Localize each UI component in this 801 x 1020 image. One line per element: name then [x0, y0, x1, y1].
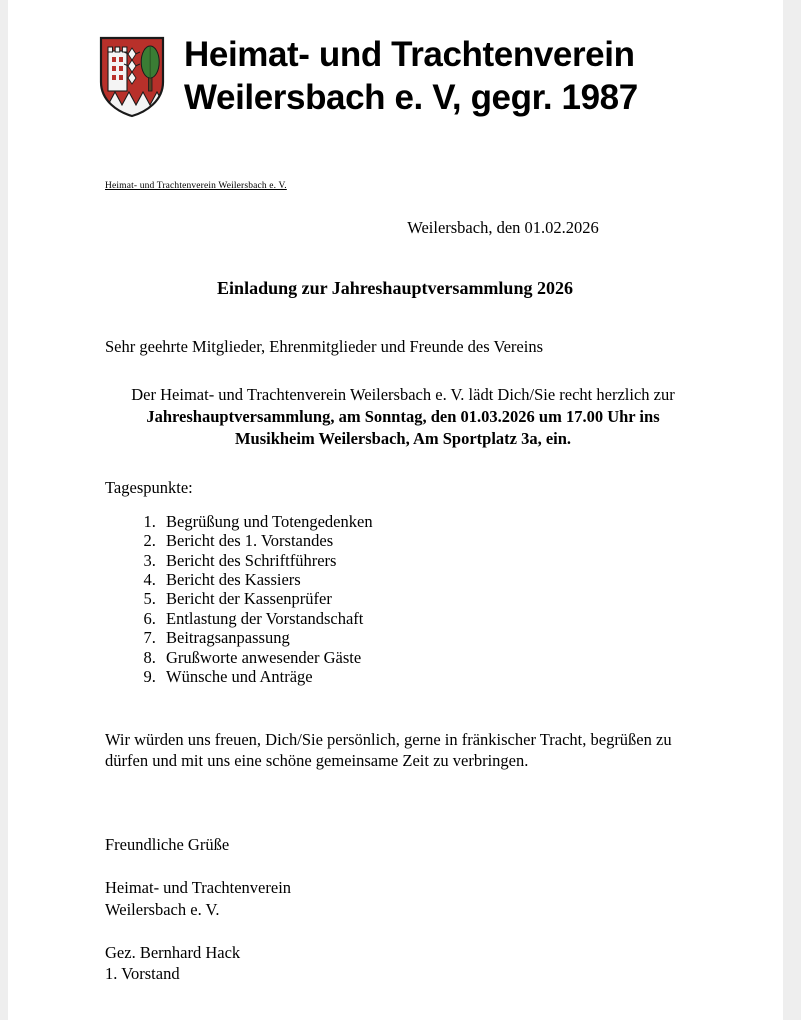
sender-address-line: Heimat- und Trachtenverein Weilersbach e. V.: [105, 181, 287, 192]
coat-of-arms-icon: [98, 35, 166, 119]
signature-block: [105, 834, 701, 985]
org-title-line-2: Weilersbach e. V, gegr. 1987: [184, 77, 638, 117]
invitation-details-text: Jahreshauptversammlung, am Sonntag, den 01.03.2026 um 17.00 Uhr ins Musikheim Weilersbach, Am Sportplatz 3a, ein.: [146, 407, 660, 449]
list-item: 2. Bericht des 1. Vorstandes: [160, 531, 701, 550]
letterhead: [8, 0, 783, 119]
document-heading: Einladung zur Jahreshauptversammlung 2026: [217, 277, 573, 298]
agenda-heading: Tagespunkte:: [105, 477, 193, 497]
document-page: [8, 0, 783, 1020]
list-item: 9. Wünsche und Anträge: [160, 667, 701, 686]
date-line: Weilersbach, den 01.02.2026: [407, 217, 599, 237]
signature-org-line-2: Weilersbach e. V.: [105, 899, 220, 919]
salutation: Sehr geehrte Mitglieder, Ehrenmitglieder und Freunde des Vereins: [105, 336, 543, 356]
invitation-paragraph: [105, 384, 701, 451]
signatory: [105, 942, 701, 985]
list-item: 7. Beitragsanpassung: [160, 628, 701, 647]
signature-org-line-1: Heimat- und Trachtenverein: [105, 878, 292, 898]
sign-off: Freundliche Grüße: [105, 834, 230, 854]
list-item: 3. Bericht des Schriftführers: [160, 551, 701, 570]
page-title: [184, 32, 638, 119]
org-title-line-1: Heimat- und Trachtenverein: [184, 35, 635, 74]
list-item: 1. Begrüßung und Totengedenken: [160, 512, 701, 531]
closing-paragraph: Wir würden uns freuen, Dich/Sie persönlich, gerne in fränkischer Tracht, begrüßen zu dürfen und mit uns eine schöne gemeinsame Zeit zu verbringen.: [105, 729, 672, 771]
signatory-name: Gez. Bernhard Hack: [105, 942, 241, 962]
signatory-role: 1. Vorstand: [105, 964, 180, 984]
letter-body: [8, 181, 783, 984]
list-item: 8. Grußworte anwesender Gäste: [160, 648, 701, 667]
invitation-lead-text: Der Heimat- und Trachtenverein Weilersbach e. V. lädt Dich/Sie recht herzlich zur: [131, 384, 675, 404]
agenda-list: [105, 512, 701, 687]
list-item: 6. Entlastung der Vorstandschaft: [160, 609, 701, 628]
list-item: 4. Bericht des Kassiers: [160, 570, 701, 589]
list-item: 5. Bericht der Kassenprüfer: [160, 589, 701, 608]
signature-org-name: [105, 877, 701, 920]
